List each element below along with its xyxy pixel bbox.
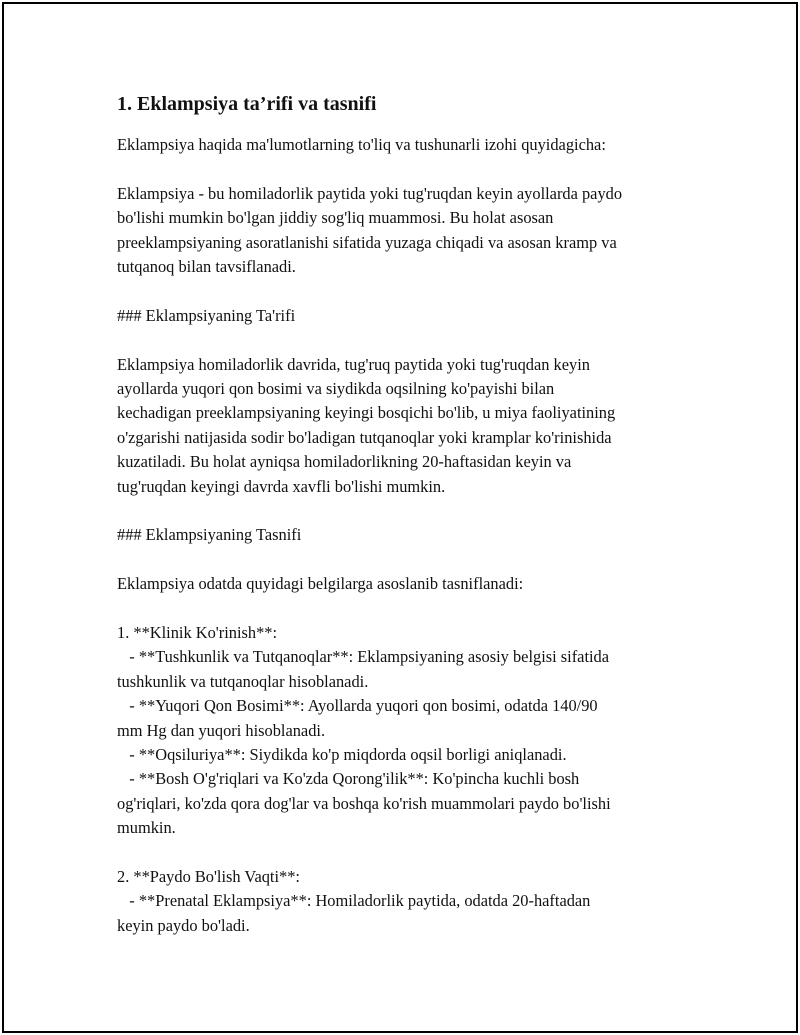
text-line: - **Bosh O'g'riqlari va Ko'zda Qorong'ilik**: Ko'pincha kuchli bosh — [117, 769, 580, 789]
text-line: mm Hg dan yuqori hisoblanadi. — [117, 720, 326, 740]
text-line: kuzatiladi. Bu holat ayniqsa homiladorlikning 20-haftasidan keyin va — [117, 452, 572, 472]
text-line: tutqanoq bilan tavsiflanadi. — [117, 257, 296, 277]
text-line: Eklampsiya odatda quyidagi belgilarga asoslanib tasniflanadi: — [117, 574, 524, 594]
text-line: tug'ruqdan keyingi davrda xavfli bo'lishi mumkin. — [117, 476, 446, 496]
text-line: og'riqlari, ko'zda qora dog'lar va boshqa ko'rish muammolari paydo bo'lishi — [117, 793, 611, 813]
blank-line — [117, 841, 697, 865]
section-heading: 1. Eklampsiya ta’rifi va tasnifi — [117, 93, 377, 115]
text-line: kechadigan preeklampsiyaning keyingi bosqichi bo'lib, u miya faoliyatining — [117, 403, 616, 423]
text-line: keyin paydo bo'ladi. — [117, 915, 250, 935]
blank-line — [117, 279, 697, 303]
blank-line — [117, 157, 697, 181]
text-line: bo'lishi mumkin bo'lgan jiddiy sog'liq muammosi. Bu holat asosan — [117, 208, 554, 228]
text-line: - **Oqsiluriya**: Siydikda ko'p miqdorda oqsil borligi aniqlanadi. — [117, 745, 567, 765]
text-line: - **Yuqori Qon Bosimi**: Ayollarda yuqori qon bosimi, odatda 140/90 — [117, 696, 598, 716]
document-text — [117, 133, 697, 938]
text-line: o'zgarishi natijasida sodir bo'ladigan tutqanoqlar yoki kramplar ko'rinishida — [117, 427, 612, 447]
blank-line — [117, 597, 697, 621]
text-line: - **Prenatal Eklampsiya**: Homiladorlik paytida, odatda 20-haftadan — [117, 891, 591, 911]
text-line: Eklampsiya - bu homiladorlik paytida yoki tug'ruqdan keyin ayollarda paydo — [117, 183, 623, 203]
blank-line — [117, 548, 697, 572]
text-line: ### Eklampsiyaning Tasnifi — [117, 525, 302, 545]
text-line: ### Eklampsiyaning Ta'rifi — [117, 305, 296, 325]
text-line: ayollarda yuqori qon bosimi va siydikda oqsilning ko'payishi bilan — [117, 379, 555, 399]
blank-line — [117, 328, 697, 352]
text-line: - **Tushkunlik va Tutqanoqlar**: Eklampsiyaning asosiy belgisi sifatida — [117, 647, 610, 667]
text-line: mumkin. — [117, 818, 176, 838]
document-body — [117, 90, 697, 938]
text-line: preeklampsiyaning asoratlanishi sifatida yuzaga chiqadi va asosan kramp va — [117, 232, 617, 252]
text-line: 1. **Klinik Ko'rinish**: — [117, 623, 278, 643]
text-line: tushkunlik va tutqanoqlar hisoblanadi. — [117, 671, 369, 691]
text-line: Eklampsiya homiladorlik davrida, tug'ruq paytida yoki tug'ruqdan keyin — [117, 354, 590, 374]
text-line: 2. **Paydo Bo'lish Vaqti**: — [117, 867, 300, 887]
blank-line — [117, 499, 697, 523]
text-line: Eklampsiya haqida ma'lumotlarning to'liq va tushunarli izohi quyidagicha: — [117, 135, 606, 154]
